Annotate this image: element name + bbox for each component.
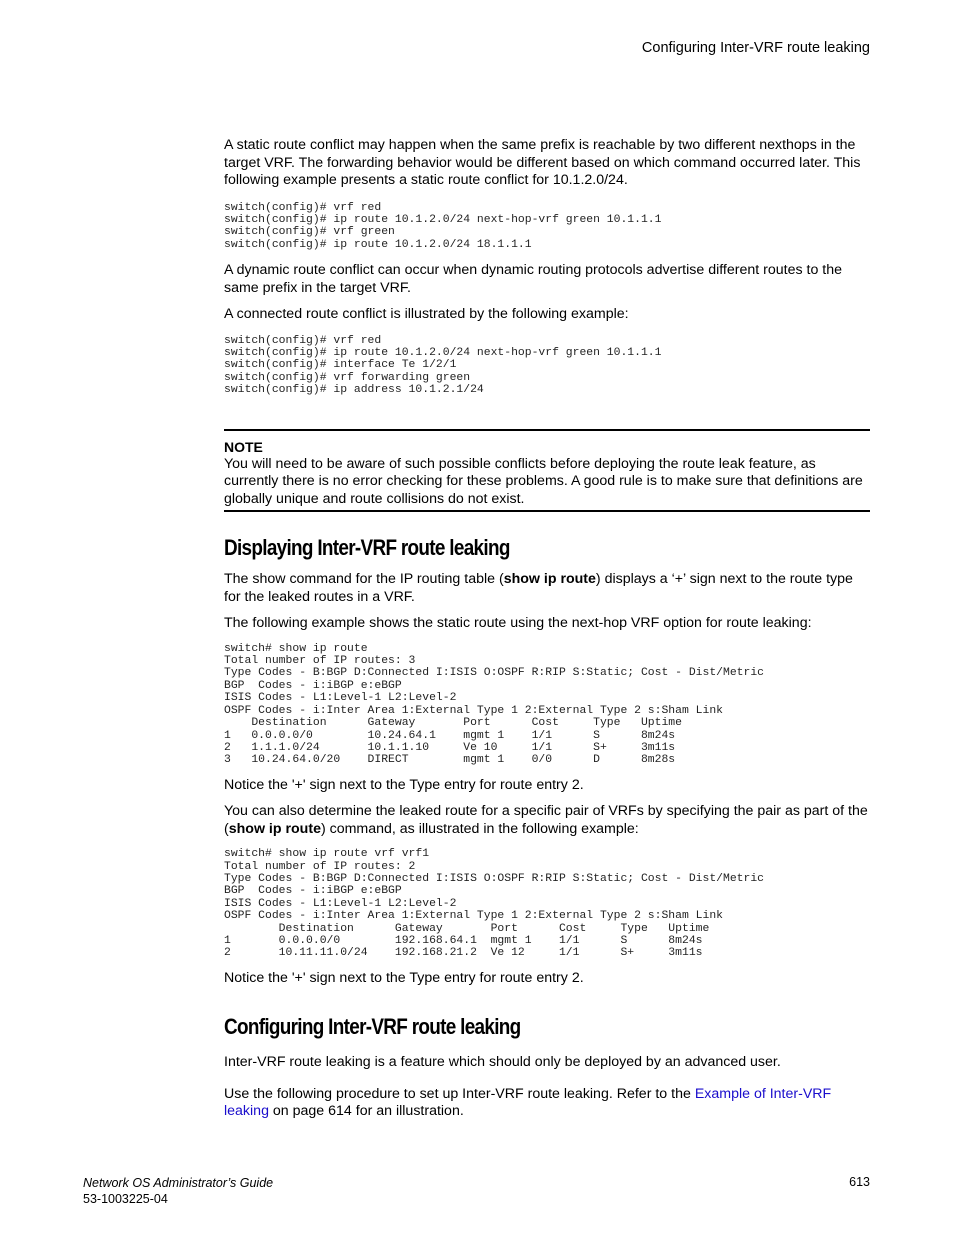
- note-label: NOTE: [224, 438, 263, 455]
- paragraph-static-example-intro: The following example shows the static route using the next-hop VRF option for route leaking:: [224, 615, 812, 632]
- paragraph-dynamic-conflict: A dynamic route conflict can occur when dynamic routing protocols advertise different routes to the same prefix in the target VRF.: [224, 262, 843, 296]
- paragraph-advanced-user: Inter-VRF route leaking is a feature which should only be deployed by an advanced user.: [224, 1054, 781, 1071]
- text-span: Use the following procedure to set up Inter-VRF route leaking. Refer to the: [224, 1085, 695, 1102]
- paragraph-procedure: [224, 1086, 870, 1121]
- paragraph-show-command: [224, 571, 870, 606]
- text-span: ) command, as illustrated in the following example:: [320, 820, 639, 837]
- heading-displaying-leaking: Displaying Inter-VRF route leaking: [224, 535, 510, 561]
- code-block-show-ip-route-vrf: switch# show ip route vrf vrf1 Total number of IP routes: 2 Type Codes - B:BGP D:Connected I:ISIS O:OSPF R:RIP S:Static; Cost - Dist/Metric BGP Codes - i:iBGP e:eBGP ISIS Codes - L1:Level-1 L2:Level-2 OSPF Codes - i:Inter Area 1:External Type 1 2:External Type 2 s:Sham Link Destination Gateway Port Cost Type Uptime 1 0.0.0.0/0 192.168.64.1 mgmt 1 1/1 S 8m24s 2 10.11.11.0/24 192.168.21.2 Ve 12 1/1 S+ 3m11s: [224, 848, 765, 960]
- paragraph-notice-plus-1: Notice the '+' sign next to the Type entry for route entry 2.: [224, 776, 584, 793]
- command-name: show ip route: [228, 820, 321, 837]
- page-content: [224, 137, 870, 1121]
- text-span: on page 614 for an illustration.: [268, 1103, 464, 1120]
- footer-left: [83, 1175, 273, 1207]
- code-block-connected-conflict: switch(config)# vrf red switch(config)# ip route 10.1.2.0/24 next-hop-vrf green 10.1.1.1 switch(config)# interface Te 1/2/1 switch(config)# vrf forwarding green switch(config)# ip address 10.1.2.1/24: [224, 334, 662, 397]
- note-box: [224, 429, 870, 513]
- paragraph-static-conflict: A static route conflict may happen when the same prefix is reachable by two different nexthops in the target VRF. The forwarding behavior would be different based on which command occurred later. This following example presents a static route conflict for 10.1.2.0/24.: [224, 137, 861, 188]
- note-text: You will need to be aware of such possible conflicts before deploying the route leak feature, as currently there is no error checking for these problems. A good rule is to make sure that definitions are globally unique and route collisions do not exist.: [224, 455, 863, 507]
- doc-number: 53-1003225-04: [83, 1192, 168, 1206]
- text-span: You can also determine the leaked route for a specific pair of VRFs by specifying the pair as part of the (: [224, 803, 868, 837]
- heading-configuring-leaking: Configuring Inter-VRF route leaking: [224, 1014, 521, 1040]
- text-span: ) displays a ‘+’ sign next to the route type for the leaked routes in a VRF.: [224, 571, 853, 605]
- paragraph-notice-plus-2: Notice the '+' sign next to the Type entry for route entry 2.: [224, 969, 584, 986]
- command-name: show ip route: [503, 571, 596, 588]
- code-block-static-conflict: switch(config)# vrf red switch(config)# ip route 10.1.2.0/24 next-hop-vrf green 10.1.1.1 switch(config)# vrf green switch(config)# ip route 10.1.2.0/24 18.1.1.1: [224, 201, 662, 251]
- guide-title: Network OS Administrator’s Guide: [83, 1176, 274, 1190]
- text-span: The show command for the IP routing table (: [224, 571, 504, 588]
- paragraph-connected-conflict: A connected route conflict is illustrated by the following example:: [224, 306, 629, 323]
- paragraph-vrf-pair: [224, 803, 870, 838]
- code-block-show-ip-route: switch# show ip route Total number of IP routes: 3 Type Codes - B:BGP D:Connected I:ISIS O:OSPF R:RIP S:Static; Cost - Dist/Metric BGP Codes - i:iBGP e:eBGP ISIS Codes - L1:Level-1 L2:Level-2 OSPF Codes - i:Inter Area 1:External Type 1 2:External Type 2 s:Sham Link Destination Gateway Port Cost Type Uptime 1 0.0.0.0/0 10.24.64.1 mgmt 1 1/1 S 8m24s 2 1.1.1.0/24 10.1.1.10 Ve 10 1/1 S+ 3m11s 3 10.24.64.0/20 DIRECT mgmt 1 0/0 D 8m28s: [224, 642, 765, 767]
- running-header: Configuring Inter-VRF route leaking: [641, 40, 870, 56]
- example-link[interactable]: Example of Inter-VRF leaking: [224, 1085, 832, 1120]
- page-number: 613: [849, 1175, 870, 1189]
